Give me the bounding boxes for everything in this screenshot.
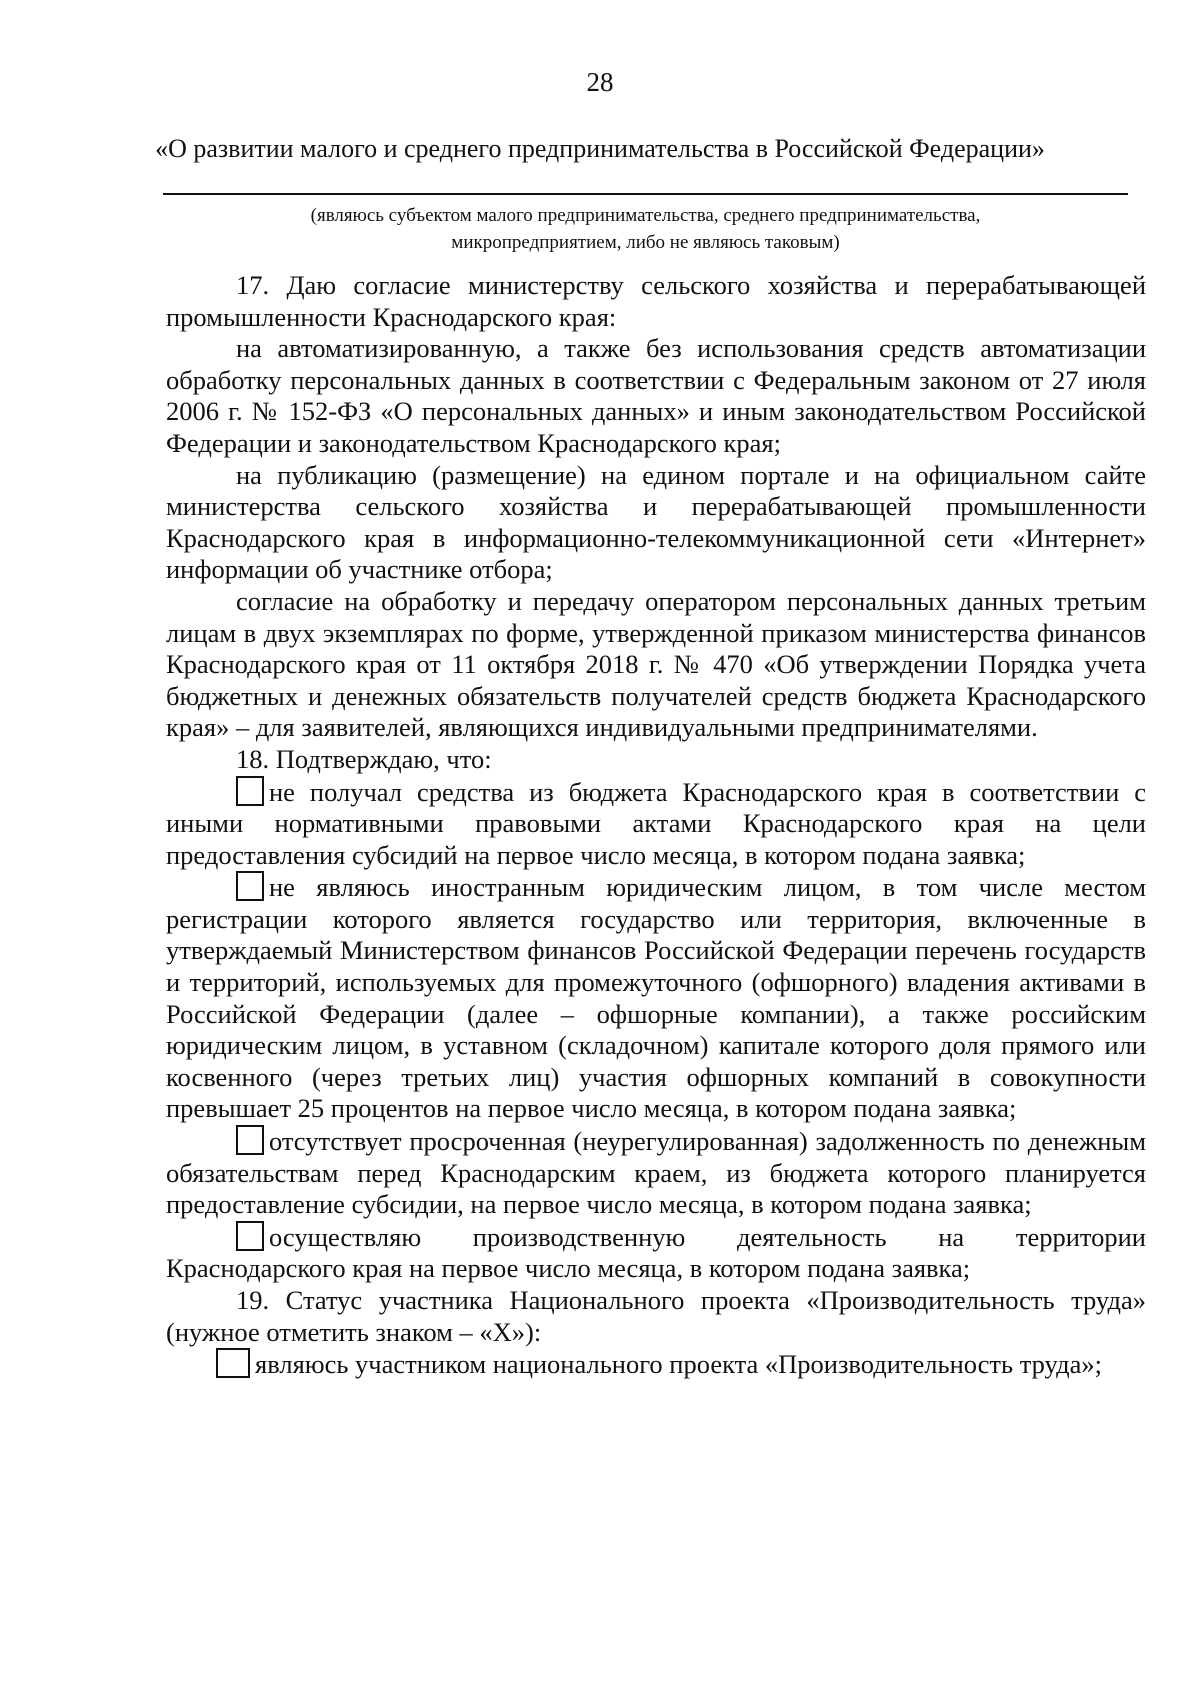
item-19-project-participant: [166, 1348, 1146, 1381]
page-number: 28: [586, 67, 614, 97]
fill-in-line: [163, 193, 1128, 195]
checkbox-production-activity[interactable]: [236, 1221, 264, 1251]
item-18-no-budget-funds: [166, 776, 1146, 872]
item-18-production-activity: [166, 1221, 1146, 1285]
caption-line-2: микропредприятием, либо не являюсь таковым): [451, 232, 840, 253]
law-title: «О развитии малого и среднего предпринимательства в Российской Федерации»: [155, 134, 1045, 163]
item-19-intro: 19. Статус участника Национального проекта «Производительность труда» (нужное отметить знаком – «Х»):: [166, 1285, 1146, 1347]
item-18-not-foreign-entity-text: не являюсь иностранным юридическим лицом, в том числе местом регистрации которого является государство или территория, включенные в утверждаемый Министерством финансов Российской Федерации перечень государств и территорий, используемых для промежуточного (офшорного) владения активами в Российской Федерации (далее – офшорные компании), а также российским юридическим лицом, в уставном (складочном) капитале которого доля прямого или косвенного (через третьих лиц) участия офшорных компаний в совокупности превышает 25 процентов на первое число месяца, в котором подана заявка;: [166, 872, 1146, 1124]
checkbox-not-foreign-entity[interactable]: [236, 871, 264, 901]
fill-in-caption: [163, 202, 1128, 256]
item-18-intro: 18. Подтверждаю, что:: [236, 743, 492, 774]
caption-line-1: (являюсь субъектом малого предпринимательства, среднего предпринимательства,: [310, 205, 981, 226]
item-18-production-activity-text: осуществляю производственную деятельность на территории Краснодарского края на первое число месяца, в котором подана заявка;: [166, 1221, 1146, 1284]
item-17-consent-processing: на автоматизированную, а также без использования средств автоматизации обработку персональных данных в соответствии с Федеральным законом от 27 июля 2006 г. № 152-ФЗ «О персональных данных» и иным законодательством Российской Федерации и законодательством Краснодарского края;: [166, 333, 1146, 458]
item-18-no-budget-funds-text: не получал средства из бюджета Краснодарского края в соответствии с иными нормативными правовыми актами Краснодарского края на цели предоставления субсидий на первое число месяца, в котором подана заявка;: [166, 776, 1146, 870]
item-17-intro: 17. Даю согласие министерству сельского хозяйства и перерабатывающей промышленности Краснодарского края:: [166, 270, 1146, 332]
item-17-consent-transfer: согласие на обработку и передачу оператором персональных данных третьим лицам в двух экземплярах по форме, утвержденной приказом министерства финансов Краснодарского края от 11 октября 2018 г. № 470 «Об утверждении Порядка учета бюджетных и денежных обязательств получателей средств бюджета Краснодарского края» – для заявителей, являющихся индивидуальными предпринимателями.: [166, 585, 1146, 743]
item-18-not-foreign-entity: [166, 871, 1146, 1125]
checkbox-no-budget-funds[interactable]: [236, 776, 264, 806]
item-17-consent-publication: на публикацию (размещение) на едином портале и на официальном сайте министерства сельского хозяйства и перерабатывающей промышленности Краснодарского края в информационно-телекоммуникационной сети «Интернет» информации об участнике отбора;: [166, 459, 1146, 585]
checkbox-project-participant[interactable]: [216, 1348, 250, 1378]
item-19-project-participant-text: являюсь участником национального проекта «Производительность труда»;: [255, 1349, 1102, 1380]
checkbox-no-overdue-debt[interactable]: [236, 1125, 264, 1155]
document-body: [166, 270, 1146, 1381]
item-18-no-overdue-debt-text: отсутствует просроченная (неурегулированная) задолженность по денежным обязательствам перед Краснодарским краем, из бюджета которого планируется предоставление субсидии, на первое число месяца, в котором подана заявка;: [166, 1126, 1146, 1220]
item-18-no-overdue-debt: [166, 1125, 1146, 1221]
